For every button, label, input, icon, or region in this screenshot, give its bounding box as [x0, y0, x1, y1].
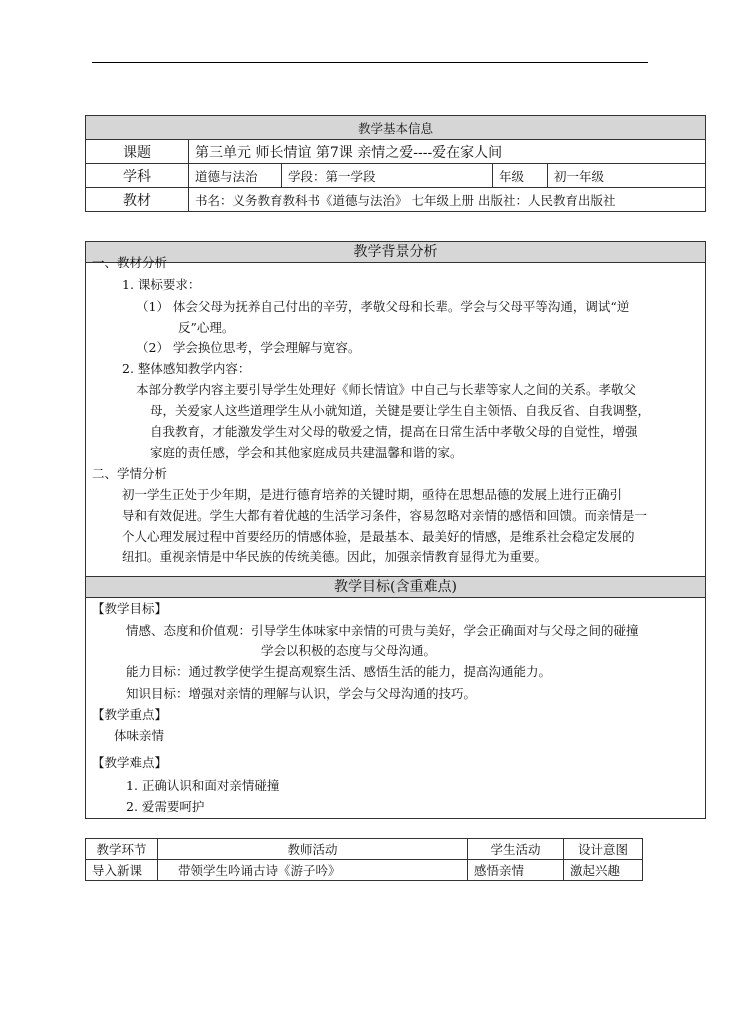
- stage-cell: 导入新课: [86, 860, 158, 881]
- objectives-line: 【教学重点】: [92, 707, 168, 722]
- background-line: 自我教育，才能激发学生对父母的敬爱之情，提高在日常生活中孝敬父母的自觉性，增强: [150, 424, 638, 439]
- background-line: （2） 学会换位思考，学会理解与宽容。: [136, 340, 361, 355]
- background-line: （1） 体会父母为抚养自己付出的辛劳，孝敬父母和长辈。学会与父母平等沟通，调试“逆: [136, 299, 630, 314]
- background-line: 初一学生正处于少年期，是进行德育培养的关键时期，亟待在思想品德的发展上进行正确引: [122, 487, 623, 502]
- table-row: [86, 860, 643, 881]
- topic-value: 第三单元 师长情谊 第7课 亲情之爱----爱在家人间: [189, 140, 706, 164]
- background-line: 二、学情分析: [92, 466, 168, 481]
- subject-value: 道德与法治: [189, 164, 282, 188]
- teaching-process-table: [85, 838, 643, 881]
- background-line: 纽扣。重视亲情是中华民族的传统美德。因此，加强亲情教育显得尤为重要。: [122, 549, 548, 564]
- objectives-line: 体味亲情: [114, 728, 165, 743]
- subject-label: 学科: [86, 164, 189, 188]
- background-line: 个人心理发展过程中首要经历的情感体验，是最基本、最美好的情感，是维系社会稳定发展的: [122, 529, 635, 544]
- objectives-line: 2. 爱需要呵护: [126, 799, 205, 814]
- basic-info-table: [85, 115, 706, 212]
- objectives-line: 能力目标：通过教学使学生提高观察生活、感悟生活的能力，提高沟通能力。: [126, 664, 552, 679]
- header-stage: 教学环节: [86, 839, 158, 860]
- background-line: 一、教材分析: [92, 255, 168, 270]
- header-teacher-activity: 教师活动: [158, 839, 468, 860]
- background-line: 导和有效促进。学生大都有着优越的生活学习条件，容易忽略对亲情的感悟和回馈。而亲情是一: [122, 508, 648, 523]
- background-line: 1. 课标要求：: [122, 277, 201, 292]
- background-title: 教学背景分析: [86, 242, 705, 263]
- grade-value: 初一年级: [548, 164, 706, 188]
- objectives-line: 【教学难点】: [92, 755, 168, 770]
- header-design-intent: 设计意图: [564, 839, 643, 860]
- background-line: 本部分教学内容主要引导学生处理好《师长情谊》中自己与长辈等家人之间的关系。孝敬父: [136, 382, 637, 397]
- background-line: 母，关爱家人这些道理学生从小就知道，关键是要让学生自主领悟、自我反省、自我调整，: [150, 403, 651, 418]
- objectives-line: 1. 正确认识和面对亲情碰撞: [126, 778, 280, 793]
- objectives-title: 教学目标(含重难点): [86, 576, 705, 598]
- textbook-value: 书名：义务教育教科书《道德与法治》 七年级上册 出版社：人民教育出版社: [189, 188, 706, 212]
- objectives-line: 知识目标：增强对亲情的理解与认识，学会与父母沟通的技巧。: [126, 686, 477, 701]
- background-line: 家庭的责任感，学会和其他家庭成员共建温馨和谐的家。: [150, 445, 463, 460]
- analysis-objectives-box: [85, 241, 706, 819]
- topic-label: 课题: [86, 140, 189, 164]
- teacher-activity-cell: 带领学生吟诵古诗《游子吟》: [158, 860, 468, 881]
- design-intent-cell: 激起兴趣: [564, 860, 643, 881]
- textbook-label: 教材: [86, 188, 189, 212]
- student-activity-cell: 感悟亲情: [468, 860, 564, 881]
- background-line: 2. 整体感知教学内容：: [122, 361, 251, 376]
- objectives-line: 学会以积极的态度与父母沟通。: [261, 643, 437, 658]
- basic-info-title: 教学基本信息: [86, 116, 706, 140]
- background-line: 反”心理。: [178, 320, 235, 335]
- objectives-line: 情感、态度和价值观：引导学生体味家中亲情的可贵与美好，学会正确面对与父母之间的碰撞: [126, 623, 639, 638]
- header-rule: [92, 62, 648, 63]
- header-student-activity: 学生活动: [468, 839, 564, 860]
- objectives-line: 【教学目标】: [92, 601, 168, 616]
- stage-value: 学段：第一学段: [282, 164, 493, 188]
- grade-label: 年级: [493, 164, 548, 188]
